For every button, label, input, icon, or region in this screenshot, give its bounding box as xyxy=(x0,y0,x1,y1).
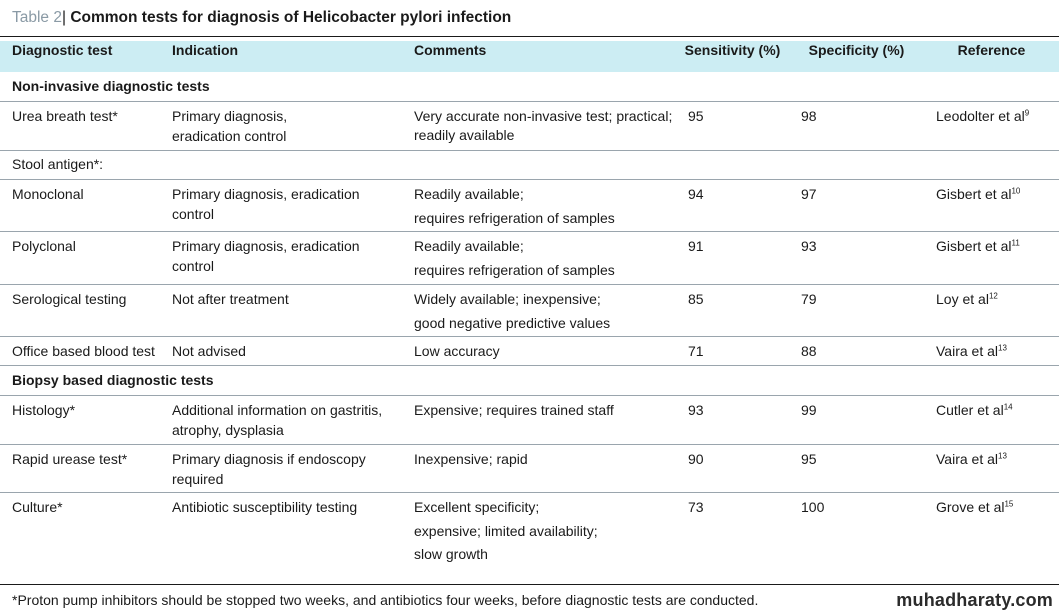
cell-reference xyxy=(924,102,1059,151)
text-line: Primary diagnosis, eradication xyxy=(172,186,360,202)
text-line: requires refrigeration of samples xyxy=(414,261,615,278)
table-row xyxy=(0,493,1059,565)
cell-sensitivity: 71 xyxy=(676,337,789,366)
cell-comments xyxy=(402,337,676,366)
cell-test: Monoclonal xyxy=(0,180,160,232)
text-line: control xyxy=(172,257,215,274)
top-rule xyxy=(0,36,1059,37)
header-row xyxy=(0,41,1059,72)
cell-indication xyxy=(160,396,402,445)
subgroup-row xyxy=(0,151,1059,180)
cell-reference xyxy=(924,232,1059,285)
text-line: eradication control xyxy=(172,127,287,144)
cell-comments xyxy=(402,396,676,445)
text-line: Not advised xyxy=(172,343,246,359)
text-line: Readily available; xyxy=(414,186,524,202)
cell-indication xyxy=(160,337,402,366)
cell-test: Office based blood test xyxy=(0,337,160,366)
cell-indication xyxy=(160,285,402,337)
reference-text: Leodolter et al xyxy=(936,108,1025,124)
cell-sensitivity: 95 xyxy=(676,102,789,151)
table-label: Table 2 xyxy=(12,9,62,26)
cell-reference xyxy=(924,285,1059,337)
subgroup-label: Stool antigen*: xyxy=(0,151,1059,180)
cell-sensitivity: 94 xyxy=(676,180,789,232)
table-row xyxy=(0,337,1059,366)
reference-text: Grove et al xyxy=(936,499,1005,515)
cell-reference xyxy=(924,396,1059,445)
text-line: expensive; limited availability; xyxy=(414,522,598,539)
table-row xyxy=(0,232,1059,285)
reference-text: Gisbert et al xyxy=(936,186,1012,202)
table-row xyxy=(0,445,1059,493)
bottom-rule xyxy=(0,584,1059,585)
text-line: Antibiotic susceptibility testing xyxy=(172,499,358,515)
text-line: control xyxy=(172,205,215,222)
text-line: Low accuracy xyxy=(414,343,500,359)
text-line: slow growth xyxy=(414,546,488,562)
reference-number: 14 xyxy=(1003,402,1013,412)
col-header-indication: Indication xyxy=(172,42,239,58)
cell-indication xyxy=(160,493,402,565)
cell-test: Polyclonal xyxy=(0,232,160,285)
table-row xyxy=(0,285,1059,337)
reference-number: 13 xyxy=(998,451,1007,461)
cell-test: Histology* xyxy=(0,396,160,445)
reference-text: Gisbert et al xyxy=(936,238,1012,254)
col-header-test: Diagnostic test xyxy=(12,42,113,58)
text-line: Inexpensive; rapid xyxy=(414,451,528,467)
cell-reference xyxy=(924,337,1059,366)
reference-number: 10 xyxy=(1011,186,1021,196)
cell-comments xyxy=(402,232,676,285)
cell-reference xyxy=(924,445,1059,493)
reference-number: 12 xyxy=(988,291,998,301)
watermark-logo: muhadharaty.com xyxy=(896,590,1053,610)
text-line: Excellent specificity; xyxy=(414,499,540,515)
cell-sensitivity: 91 xyxy=(676,232,789,285)
reference-text: Loy et al xyxy=(936,291,989,307)
text-line: Widely available; inexpensive; xyxy=(414,291,601,307)
col-header-reference: Reference xyxy=(957,42,1026,58)
cell-comments xyxy=(402,493,676,565)
section-heading: Non-invasive diagnostic tests xyxy=(12,77,210,94)
cell-comments xyxy=(402,445,676,493)
text-line: required xyxy=(172,470,224,487)
cell-test: Culture* xyxy=(0,493,160,565)
text-line: atrophy, dysplasia xyxy=(172,421,284,438)
text-line: readily available xyxy=(414,126,515,143)
text-line: Expensive; requires trained staff xyxy=(414,402,614,418)
table-row xyxy=(0,102,1059,151)
cell-sensitivity: 73 xyxy=(676,493,789,565)
cell-comments xyxy=(402,180,676,232)
cell-test: Serological testing xyxy=(0,285,160,337)
col-header-specificity: Specificity (%) xyxy=(808,42,905,58)
reference-text: Cutler et al xyxy=(936,402,1004,418)
reference-text: Vaira et al xyxy=(936,343,998,359)
text-line: Primary diagnosis, eradication xyxy=(172,238,360,254)
cell-specificity: 97 xyxy=(789,180,924,232)
text-line: Readily available; xyxy=(414,238,524,254)
reference-number: 15 xyxy=(1004,499,1014,509)
cell-reference xyxy=(924,180,1059,232)
cell-indication xyxy=(160,232,402,285)
cell-indication xyxy=(160,445,402,493)
cell-sensitivity: 90 xyxy=(676,445,789,493)
cell-reference xyxy=(924,493,1059,565)
cell-specificity: 99 xyxy=(789,396,924,445)
reference-number: 11 xyxy=(1011,238,1020,248)
cell-indication xyxy=(160,180,402,232)
reference-text: Vaira et al xyxy=(936,451,998,467)
text-line: Very accurate non-invasive test; practical; xyxy=(414,108,673,124)
cell-specificity: 93 xyxy=(789,232,924,285)
col-header-sensitivity: Sensitivity (%) xyxy=(684,42,781,58)
table-title xyxy=(12,9,511,27)
table-row xyxy=(0,396,1059,445)
text-line: Not after treatment xyxy=(172,291,289,307)
text-line: Primary diagnosis if endoscopy xyxy=(172,451,366,467)
section-heading: Biopsy based diagnostic tests xyxy=(0,366,1059,396)
reference-number: 9 xyxy=(1024,108,1030,118)
cell-comments xyxy=(402,102,676,151)
cell-comments xyxy=(402,285,676,337)
cell-specificity: 100 xyxy=(789,493,924,565)
cell-indication xyxy=(160,102,402,151)
text-line: Additional information on gastritis, xyxy=(172,402,383,418)
cell-sensitivity: 85 xyxy=(676,285,789,337)
cell-specificity: 95 xyxy=(789,445,924,493)
cell-test: Rapid urease test* xyxy=(0,445,160,493)
reference-number: 13 xyxy=(998,343,1007,353)
table-title-text: Common tests for diagnosis of Helicobacter pylori infection xyxy=(66,9,512,26)
cell-specificity: 98 xyxy=(789,102,924,151)
table-row xyxy=(0,180,1059,232)
cell-test: Urea breath test* xyxy=(0,102,160,151)
cell-specificity: 79 xyxy=(789,285,924,337)
section-row xyxy=(0,366,1059,396)
text-line: requires refrigeration of samples xyxy=(414,209,615,226)
text-line: Primary diagnosis, xyxy=(172,108,288,124)
table-footnote: *Proton pump inhibitors should be stopped two weeks, and antibiotics four weeks, before diagnostic tests are conducted. xyxy=(12,592,759,608)
diagnostic-tests-table xyxy=(0,41,1059,565)
col-header-comments: Comments xyxy=(414,42,487,58)
cell-specificity: 88 xyxy=(789,337,924,366)
section-row xyxy=(0,72,1059,102)
text-line: good negative predictive values xyxy=(414,314,611,331)
cell-sensitivity: 93 xyxy=(676,396,789,445)
title-separator: | xyxy=(61,9,67,26)
